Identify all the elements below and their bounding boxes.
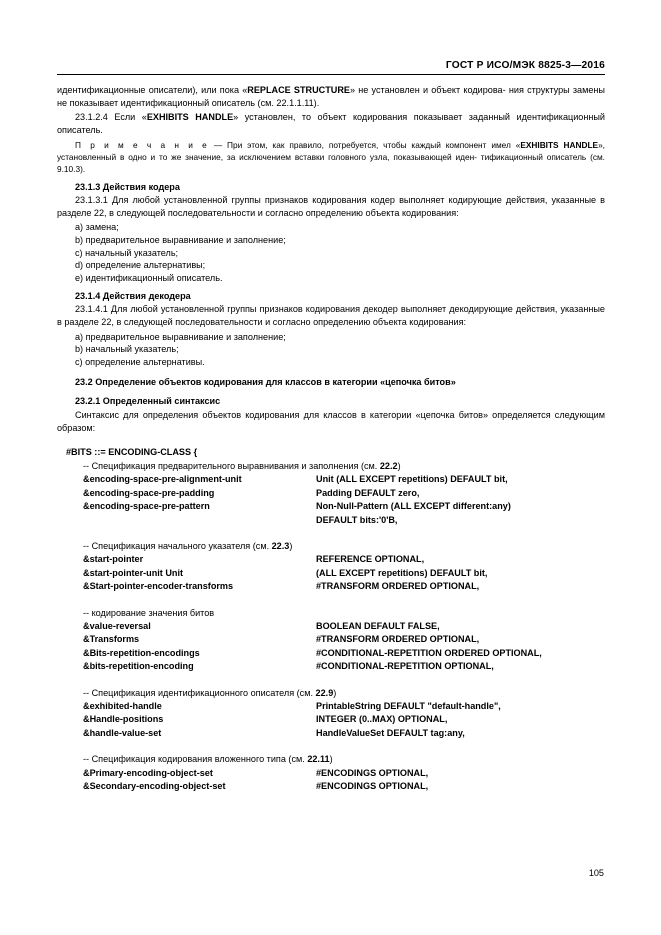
code-field-line [57,660,605,673]
heading-23-1-3: 23.1.3 Действия кодера [75,182,180,193]
code-field-line [57,780,605,793]
code-field-value: Unit (ALL EXCEPT repetitions) DEFAULT bit, [316,474,508,485]
note-text-d: », установленный в одно и то же значение, за исключением вставки головного узла, показывающей иден- [57,140,605,162]
code-field-value: #TRANSFORM ORDERED OPTIONAL, [316,581,480,592]
code-spacer [57,527,605,540]
code-comment-text: -- кодирование значения битов [83,607,215,618]
list-item: c) начальный указатель; [75,247,179,258]
code-comment-reference: 22.9 [315,687,334,698]
paragraph-23-2-1: Синтаксис для определения объектов кодирования для классов в категории «цепочка битов» определяется следующим образом: [57,410,605,433]
code-field-line [57,580,605,593]
code-comment-reference: 22.3 [271,540,290,551]
code-field-name: &Start-pointer-encoder-transforms [83,581,234,592]
code-comment-text: -- Спецификация кодирования вложенного типа (см. [83,754,308,765]
code-field-line [57,567,605,580]
heading-23-2-1: 23.2.1 Определенный синтаксис [75,396,221,407]
paragraph-23-1-3-1: 23.1.3.1 Для любой установленной группы признаков кодирования кодер выполняет кодирующие действия, указанные в разделе 22, в следующей последовательности и согласно определению объекта кодирования: [57,195,605,218]
paragraph-intro-a: идентификационные описатели), или пока « [57,85,248,95]
code-spacer [57,594,605,607]
code-field-value: #ENCODINGS OPTIONAL, [316,781,429,791]
heading-23-2: 23.2 Определение объектов кодирования для классов в категории «цепочка битов» [75,377,456,388]
code-field-name: &Bits-repetition-encodings [83,647,200,658]
code-comment-close: ) [329,754,333,765]
code-field-value: REFERENCE OPTIONAL, [316,554,425,565]
code-comment-reference: 22.2 [379,460,398,471]
note-text-a: — При этом, как правило, потребуется, чтобы каждый компонент имел « [209,140,521,151]
paragraph-23-1-2-4-c: » установлен, то объект кодирования показывает заданный [233,112,510,123]
code-comment-text: -- Спецификация идентификационного описателя (см. [83,687,316,698]
paragraph-intro [57,84,605,109]
list-item: d) определение альтернативы; [75,260,206,271]
code-field-value: #TRANSFORM ORDERED OPTIONAL, [316,634,480,645]
code-field-name: &start-pointer [83,554,144,565]
code-field-line [57,727,605,740]
list-item: b) предварительное выравнивание и заполнение; [75,234,286,245]
code-spacer [57,740,605,753]
note-term-handle: HANDLE [563,140,599,151]
code-field-name: &Transforms [83,634,140,645]
term-exhibits-handle: EXHIBITS HANDLE [146,112,234,123]
code-field-name: &bits-repetition-encoding [83,661,194,672]
code-field-line [57,647,605,660]
code-field-value: Non-Null-Pattern (ALL EXCEPT different:any) [316,501,511,512]
page-content [57,60,605,793]
code-comment-line [57,687,605,700]
code-field-value: #CONDITIONAL-REPETITION ORDERED OPTIONAL, [316,647,542,658]
code-field-line [57,767,605,780]
code-comment-line [57,753,605,766]
paragraph-23-1-2-4 [57,111,605,136]
code-comment-close: ) [333,687,337,698]
code-comment-close: ) [397,460,401,471]
code-field-line [57,553,605,566]
code-field-value: HandleValueSet DEFAULT tag:any, [316,727,465,738]
code-field-line [57,700,605,713]
list-item: a) предварительное выравнивание и заполнение; [75,331,286,342]
code-block [57,446,605,793]
term-replace-structure: REPLACE STRUCTURE [247,85,350,95]
paragraph-intro-d: ния структуры замены не показывает идентификационный описатель (см. 22.1.1.11). [57,85,605,108]
code-spacer [57,674,605,687]
code-field-line [57,487,605,500]
code-field-line [57,633,605,646]
list-item: c) определение альтернативы. [75,356,205,367]
code-field-line [57,620,605,633]
code-field-name: &Handle-positions [83,714,164,725]
list-item: e) идентификационный описатель. [75,272,223,283]
code-comment-text: -- Спецификация начального указателя (см. [83,540,272,551]
code-field-name: &encoding-space-pre-pattern [83,501,210,512]
code-field-value: (ALL EXCEPT repetitions) DEFAULT bit, [316,567,488,578]
code-field-name: &value-reversal [83,620,151,631]
page-number: 105 [588,868,604,878]
code-field-value: #ENCODINGS OPTIONAL, [316,767,429,778]
code-field-name: &Secondary-encoding-object-set [83,781,226,791]
code-lines [57,460,605,794]
code-field-name [83,514,316,527]
code-field-name: &exhibited-handle [83,700,162,711]
code-field-name: &handle-value-set [83,727,162,738]
code-comment-reference: 22.11 [307,754,330,765]
paragraph-23-1-2-4-d: идентификационный описатель. [57,112,606,135]
code-comment-text: -- Спецификация предварительного выравнивания и заполнения (см. [83,460,380,471]
code-field-name: &encoding-space-pre-padding [83,487,215,498]
code-comment-line [57,540,605,553]
list-item: a) замена; [75,222,119,233]
code-field-value: Padding DEFAULT zero, [316,487,420,498]
code-field-name: &encoding-space-pre-alignment-unit [83,474,242,485]
paragraph-23-1-4-1: 23.1.4.1 Для любой установленной группы признаков кодирования декодер выполняет декодирующие действия, указанные в разделе 22, в следующей последовательности и согласно определению объекта кодирования: [57,304,605,327]
code-field-line [57,514,605,527]
code-field-value: PrintableString DEFAULT "default-handle", [316,700,501,711]
code-field-value: BOOLEAN DEFAULT FALSE, [316,620,440,631]
note-term-exhibits: EXHIBITS [520,140,559,151]
code-comment-line [57,460,605,473]
code-field-value: #CONDITIONAL-REPETITION OPTIONAL, [316,661,494,672]
note-text-e: тификационный описатель (см. 9.10.3). [57,151,605,174]
header-rule [57,74,605,75]
code-block-header: #BITS ::= ENCODING-CLASS { [66,447,198,458]
code-field-value: DEFAULT bits:'0'B, [316,514,398,525]
code-field-name: &start-pointer-unit Unit [83,567,184,578]
paragraph-intro-c: » не установлен и объект кодирова- [350,85,506,95]
page-header: ГОСТ Р ИСО/МЭК 8825-3—2016 [445,60,605,71]
paragraph-23-1-2-4-a: 23.1.2.4 Если « [75,112,147,123]
code-field-value: INTEGER (0..MAX) OPTIONAL, [316,714,448,725]
code-field-line [57,713,605,726]
list-item: b) начальный указатель; [75,344,179,355]
code-comment-line [57,607,605,620]
heading-23-1-4: 23.1.4 Действия декодера [75,291,191,302]
code-comment-close: ) [289,540,293,551]
note-block [57,140,605,175]
code-field-line [57,500,605,513]
note-label: П р и м е ч а н и е [75,140,209,151]
code-field-line [57,473,605,486]
code-field-name: &Primary-encoding-object-set [83,767,213,778]
